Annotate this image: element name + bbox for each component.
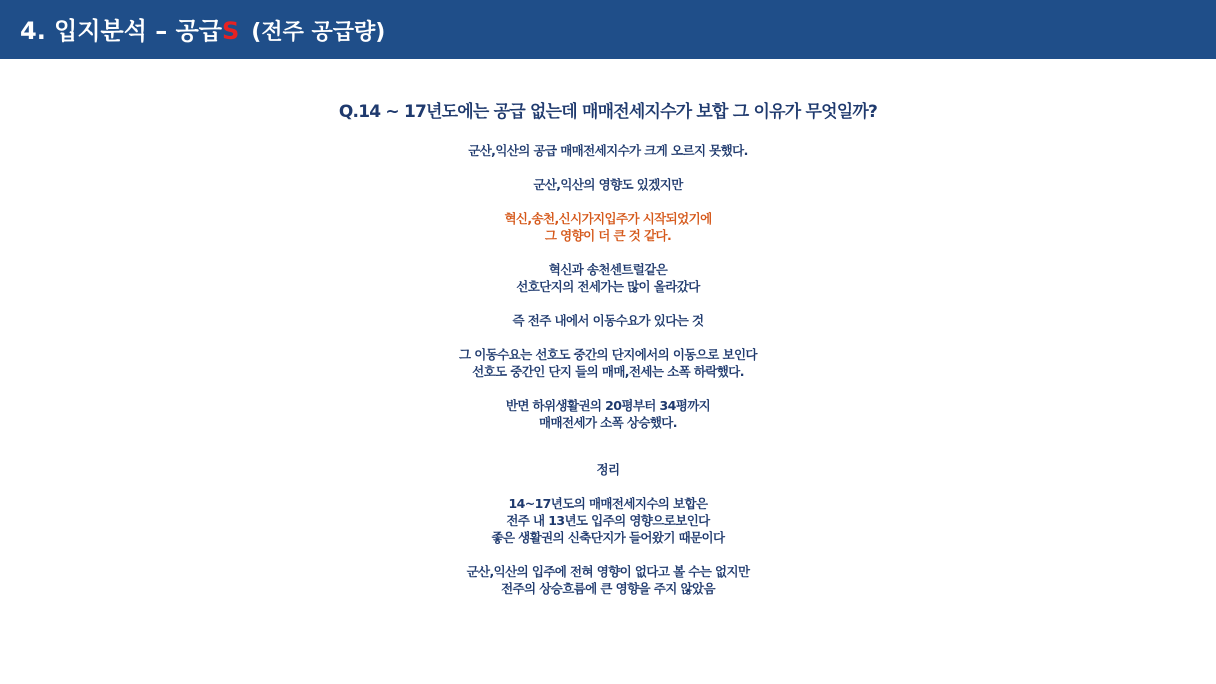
paragraph-line: 전주 내 13년도 입주의 영향으로보인다 xyxy=(506,513,710,528)
title-subtitle: (전주 공급량) xyxy=(251,20,386,45)
highlight-paragraph xyxy=(0,210,1216,244)
paragraph-line: 전주의 상승흐름에 큰 영향을 주지 않았음 xyxy=(501,581,715,596)
paragraph-2 xyxy=(0,176,1216,193)
paragraph-line: 정리 xyxy=(596,462,620,477)
paragraph-line: 그 영향이 더 큰 것 같다. xyxy=(544,228,672,243)
paragraph-line: 좋은 생활권의 신축단지가 들어왔기 때문이다 xyxy=(491,530,725,545)
paragraph-line: 군산,익산의 영향도 있겠지만 xyxy=(533,177,683,192)
paragraph-line: 14~17년도의 매매전세지수의 보합은 xyxy=(508,496,708,511)
paragraph-line: 즉 전주 내에서 이동수요가 있다는 것 xyxy=(512,313,704,328)
summary-heading xyxy=(0,461,1216,478)
summary-paragraph-2 xyxy=(0,563,1216,597)
paragraph-line: 군산,익산의 공급 매매전세지수가 크게 오르지 못했다. xyxy=(468,143,748,158)
paragraph-line: 선호단지의 전세가는 많이 올라갔다 xyxy=(516,279,700,294)
paragraph-line: 그 이동수요는 선호도 중간의 단지에서의 이동으로 보인다 xyxy=(459,347,757,362)
paragraph-line: 반면 하위생활권의 20평부터 34평까지 xyxy=(505,398,711,413)
slide-content xyxy=(0,100,1216,614)
paragraph-line: 군산,익산의 입주에 전혀 영향이 없다고 볼 수는 없지만 xyxy=(466,564,750,579)
paragraph-line: 선호도 중간인 단지 들의 매매,전세는 소폭 하락했다. xyxy=(472,364,744,379)
summary-paragraph-1 xyxy=(0,495,1216,546)
page-title xyxy=(20,14,385,50)
paragraph-1 xyxy=(0,142,1216,159)
paragraph-4 xyxy=(0,261,1216,295)
header-bar xyxy=(0,0,1216,62)
paragraph-line: 매매전세가 소폭 상승했다. xyxy=(539,415,677,430)
paragraph-7 xyxy=(0,397,1216,431)
paragraph-line: 혁신과 송천센트럴같은 xyxy=(548,262,668,277)
paragraph-5 xyxy=(0,312,1216,329)
paragraph-6 xyxy=(0,346,1216,380)
question-heading: Q.14 ~ 17년도에는 공급 없는데 매매전세지수가 보합 그 이유가 무엇일까? xyxy=(338,102,878,122)
paragraph-line: 혁신,송천,신시가지입주가 시작되었기에 xyxy=(504,211,712,226)
title-accent: S xyxy=(222,17,240,45)
title-prefix: 4. 입지분석 – 공급 xyxy=(20,17,222,45)
